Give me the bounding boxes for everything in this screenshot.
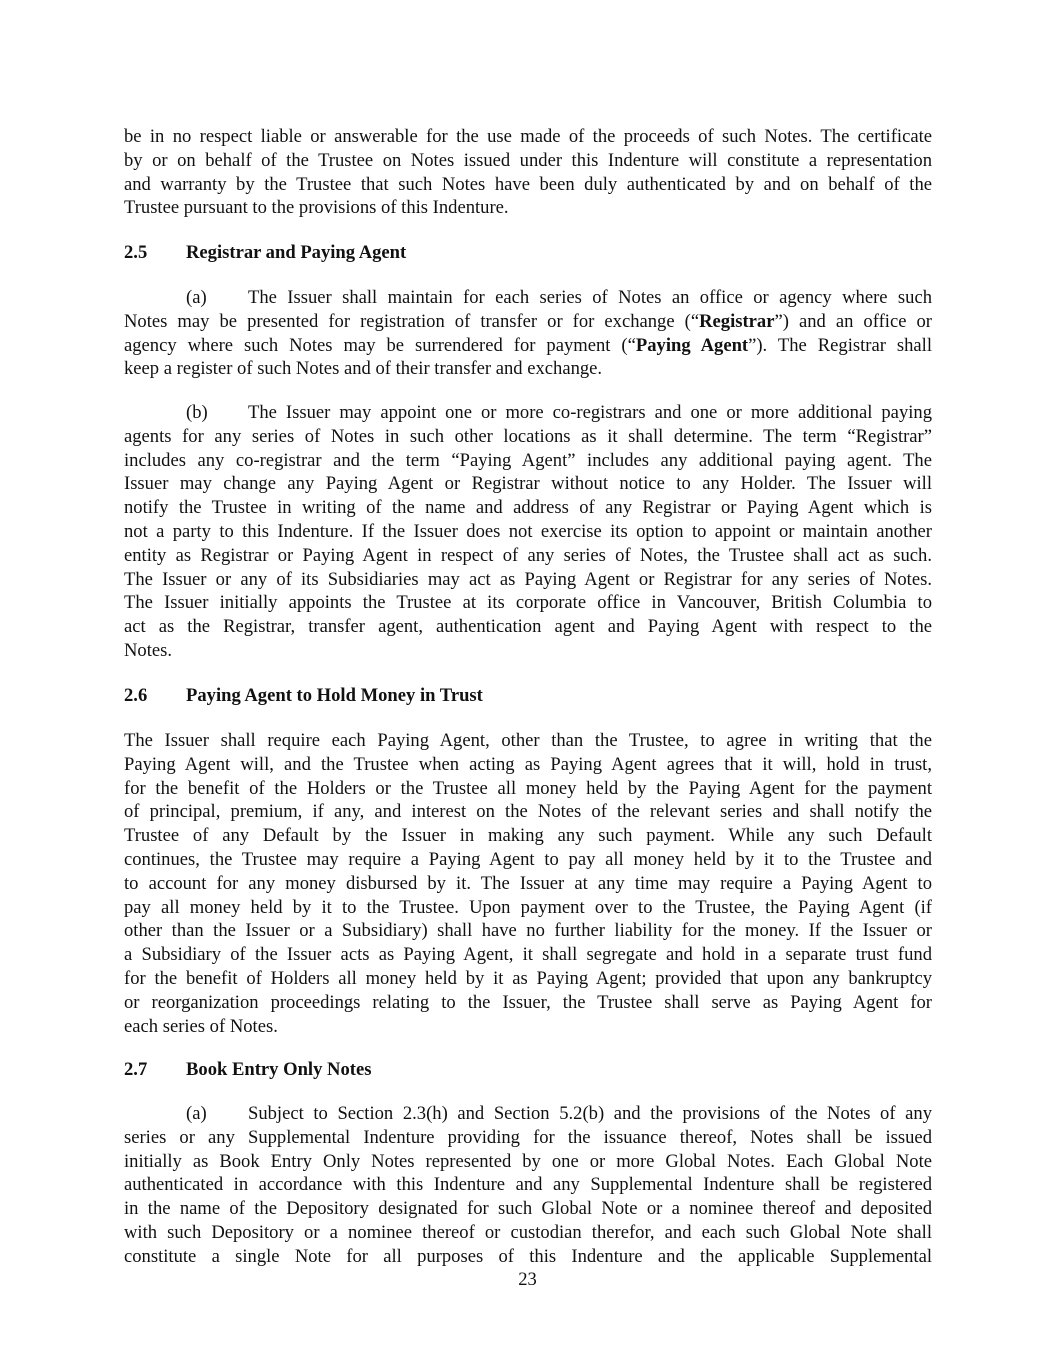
paragraph-marker: (b) [186,402,208,423]
paragraph-2-6 [124,729,932,1038]
text-line: or reorganization proceedings relating to the Issuer, the Trustee shall serve as Paying Agent for [124,991,932,1013]
text-line: Trustee pursuant to the provisions of this Indenture. [124,197,509,219]
text-line: not a party to this Indenture. If the Issuer does not exercise its option to appoint or maintain another [124,520,932,542]
text-line: in the name of the Depository designated for such Global Note or a nominee thereof and deposited [124,1198,932,1220]
text-line: agency where such Notes may be surrendered for payment (“Paying Agent”). The Registrar shall [124,334,933,356]
section-title: Registrar and Paying Agent [186,242,407,263]
text-line: Notes. [124,639,173,661]
text-line: The Issuer initially appoints the Trustee at its corporate office in Vancouver, British Columbia to [124,592,932,614]
text-line: Notes may be presented for registration of transfer or for exchange (“Registrar”) and an office or [124,310,932,332]
text-line: The Issuer shall require each Paying Agent, other than the Trustee, to agree in writing that the [124,730,932,751]
section-number: 2.6 [124,685,148,706]
text-line: be in no respect liable or answerable for the use made of the proceeds of such Notes. The certificate [124,126,932,147]
text-line: Issuer may change any Paying Agent or Registrar without notice to any Holder. The Issuer will [124,473,932,495]
paragraph-2-5-b [124,401,932,663]
text-line: to account for any money disbursed by it. The Issuer at any time may require a Paying Agent to [124,872,932,894]
page-number: 23 [518,1269,537,1290]
text-line: each series of Notes. [124,1015,278,1037]
text-line: includes any co-registrar and the term “Paying Agent” includes any additional paying agent. The [124,449,932,471]
paragraph-2-5-a [124,286,932,381]
section-heading-2-7 [124,1058,371,1082]
paragraph-2-7-a [124,1102,932,1269]
text-line: (a) Subject to Section 2.3(h) and Section 5.2(b) and the provisions of the Notes of any [186,1103,932,1124]
text-line: notify the Trustee in writing of the name and address of any Registrar or Paying Agent which is [124,497,932,519]
text-line: of principal, premium, if any, and interest on the Notes of the relevant series and shall notify the [124,801,932,823]
text-line: initially as Book Entry Only Notes represented by one or more Global Notes. Each Global Note [124,1150,932,1172]
text-line: with such Depository or a nominee thereof or custodian therefor, and each such Global Note shall [124,1221,932,1243]
section-title: Book Entry Only Notes [186,1059,372,1080]
text-line: (a) The Issuer shall maintain for each series of Notes an office or agency where such [186,287,932,308]
text-line: continues, the Trustee may require a Paying Agent to pay all money held by it to the Trustee and [124,848,932,870]
text-line: other than the Issuer or a Subsidiary) shall have no further liability for the money. If the Issuer or [124,920,932,942]
text-line: for the benefit of Holders all money held by it as Paying Agent; provided that upon any bankruptcy [124,967,932,989]
text-line: The Issuer or any of its Subsidiaries may act as Paying Agent or Registrar for any series of Notes. [124,568,932,590]
section-title: Paying Agent to Hold Money in Trust [186,685,483,706]
text-line: Paying Agent will, and the Trustee when acting as Paying Agent agrees that it will, hold in trust, [124,753,932,775]
text-line: a Subsidiary of the Issuer acts as Paying Agent, it shall segregate and hold in a separate trust fund [124,944,932,966]
text-line: for the benefit of the Holders or the Trustee all money held by the Paying Agent for the payment [124,777,932,799]
section-heading-2-6 [124,684,483,708]
section-heading-2-5 [124,241,406,265]
text-line: pay all money held by it to the Trustee. Upon payment over to the Trustee, the Paying Agent (if [124,896,932,918]
intro-paragraph [124,125,932,220]
text-line: act as the Registrar, transfer agent, authentication agent and Paying Agent with respect to the [124,616,932,638]
text-line: entity as Registrar or Paying Agent in respect of any series of Notes, the Trustee shall act as such. [124,544,932,566]
text-line: keep a register of such Notes and of their transfer and exchange. [124,358,603,380]
text-line: authenticated in accordance with this Indenture and any Supplemental Indenture shall be registered [124,1174,932,1196]
text-line: by or on behalf of the Trustee on Notes issued under this Indenture will constitute a representation [124,149,932,171]
defined-term-paying-agent: Paying Agent [635,334,749,356]
paragraph-marker: (a) [186,287,207,308]
text-line: Trustee of any Default by the Issuer in making any such payment. While any such Default [124,825,932,847]
section-number: 2.7 [124,1059,148,1080]
defined-term-registrar: Registrar [699,310,775,332]
text-line: constitute a single Note for all purposes of this Indenture and the applicable Supplemental [124,1245,932,1267]
text-line: (b) The Issuer may appoint one or more co-registrars and one or more additional paying [186,402,932,423]
section-number: 2.5 [124,242,148,263]
text-line: and warranty by the Trustee that such Notes have been duly authenticated by and on behalf of the [124,173,932,195]
text-line: series or any Supplemental Indenture providing for the issuance thereof, Notes shall be issued [124,1126,932,1148]
text-line: agents for any series of Notes in such other locations as it shall determine. The term “Registrar” [124,425,932,447]
paragraph-marker: (a) [186,1103,207,1124]
